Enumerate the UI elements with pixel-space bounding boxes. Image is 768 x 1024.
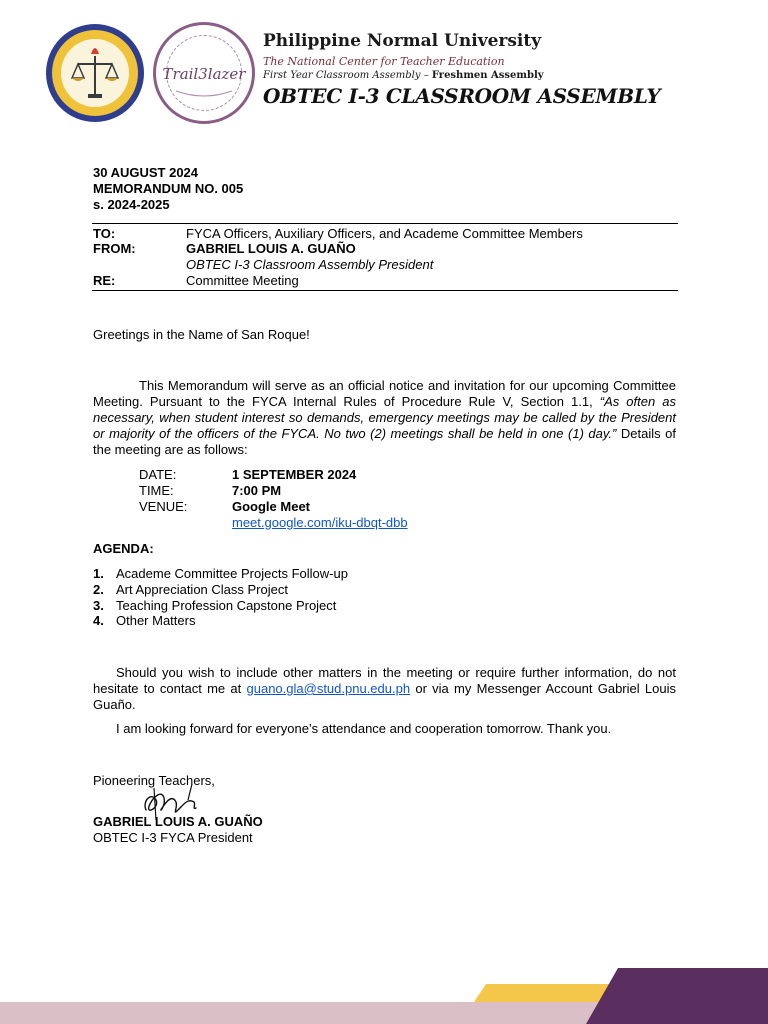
date-label: DATE: — [139, 467, 177, 482]
agenda-item-text: Teaching Profession Capstone Project — [116, 598, 337, 613]
assembly-line — [263, 70, 544, 81]
re-label: RE: — [93, 273, 116, 288]
contact-email-link[interactable]: guano.gla@stud.pnu.edu.ph — [246, 681, 411, 696]
agenda-item-number: 4. — [93, 613, 104, 628]
agenda-item-text: Other Matters — [116, 613, 196, 628]
intro-paragraph — [93, 378, 676, 458]
signatory-title: OBTEC I-3 FYCA President — [93, 830, 253, 845]
university-tagline: The National Center for Teacher Education — [263, 55, 505, 68]
agenda-item-number: 2. — [93, 582, 104, 597]
footer-band — [0, 968, 768, 1024]
from-name: GABRIEL LOUIS A. GUAÑO — [186, 241, 356, 256]
date-value: 1 SEPTEMBER 2024 — [232, 467, 357, 482]
fyca-seal-logo — [46, 24, 144, 122]
university-name: Philippine Normal University — [263, 31, 542, 51]
agenda-item-number: 1. — [93, 566, 104, 581]
agenda-title: AGENDA: — [93, 541, 154, 556]
agenda-item-number: 3. — [93, 598, 104, 613]
intro-text: This Memorandum will serve as an official notice and invitation for our upcoming Committee Meeting. Pursuant to the FYCA Internal Rules of Procedure Rule V, Section 1.1, — [93, 378, 676, 409]
agenda-item-text: Academe Committee Projects Follow-up — [116, 566, 348, 581]
signatory-name: GABRIEL LOUIS A. GUAÑO — [93, 814, 263, 829]
contact-before: Should you wish to include other matters in the meeting or require further information, do not hesitate to contact me at — [93, 665, 676, 696]
scales-of-justice-icon — [46, 24, 144, 122]
venue-label: VENUE: — [139, 499, 188, 514]
memo-date: 30 AUGUST 2024 — [93, 165, 199, 180]
from-label: FROM: — [93, 241, 136, 256]
trailblazer-wordmark-icon — [156, 25, 252, 121]
to-value: FYCA Officers, Auxiliary Officers, and Academe Committee Members — [186, 226, 583, 241]
contact-paragraph — [93, 665, 676, 713]
time-value: 7:00 PM — [232, 483, 282, 498]
trailblazer-seal-logo — [153, 22, 255, 124]
contact-after: or via my Messenger Account Gabriel Louis Guaño. — [93, 681, 676, 712]
salutation: Pioneering Teachers, — [93, 773, 215, 788]
to-label: TO: — [93, 226, 116, 241]
assembly-bold: Freshmen Assembly — [431, 70, 544, 81]
memo-number: MEMORANDUM NO. 005 — [93, 181, 244, 196]
venue-value: Google Meet — [232, 499, 311, 514]
intro-quote: “As often as necessary, when student interest so demands, emergency meetings may be called by the President or majority of the officers of the FYCA. No two (2) meetings shall be held in one (1) day.” — [93, 394, 676, 441]
memo-series: s. 2024-2025 — [93, 197, 170, 212]
greeting: Greetings in the Name of San Roque! — [93, 327, 310, 342]
time-label: TIME: — [139, 483, 174, 498]
class-assembly-title: OBTEC I-3 CLASSROOM ASSEMBLY — [263, 84, 661, 108]
re-value: Committee Meeting — [186, 273, 299, 288]
svg-text:Trail3lazer: Trail3lazer — [162, 65, 246, 83]
agenda-item-text: Art Appreciation Class Project — [116, 582, 288, 597]
memo-top-rule — [92, 223, 678, 224]
from-title: OBTEC I-3 Classroom Assembly President — [186, 257, 434, 272]
closing-line: I am looking forward for everyone’s attendance and cooperation tomorrow. Thank you. — [116, 721, 612, 736]
memo-bottom-rule — [92, 290, 678, 291]
meet-link[interactable]: meet.google.com/iku-dbqt-dbb — [232, 515, 408, 530]
intro-tail: Details of the meeting are as follows: — [93, 426, 676, 457]
assembly-prefix: First Year Classroom Assembly – — [263, 70, 432, 81]
